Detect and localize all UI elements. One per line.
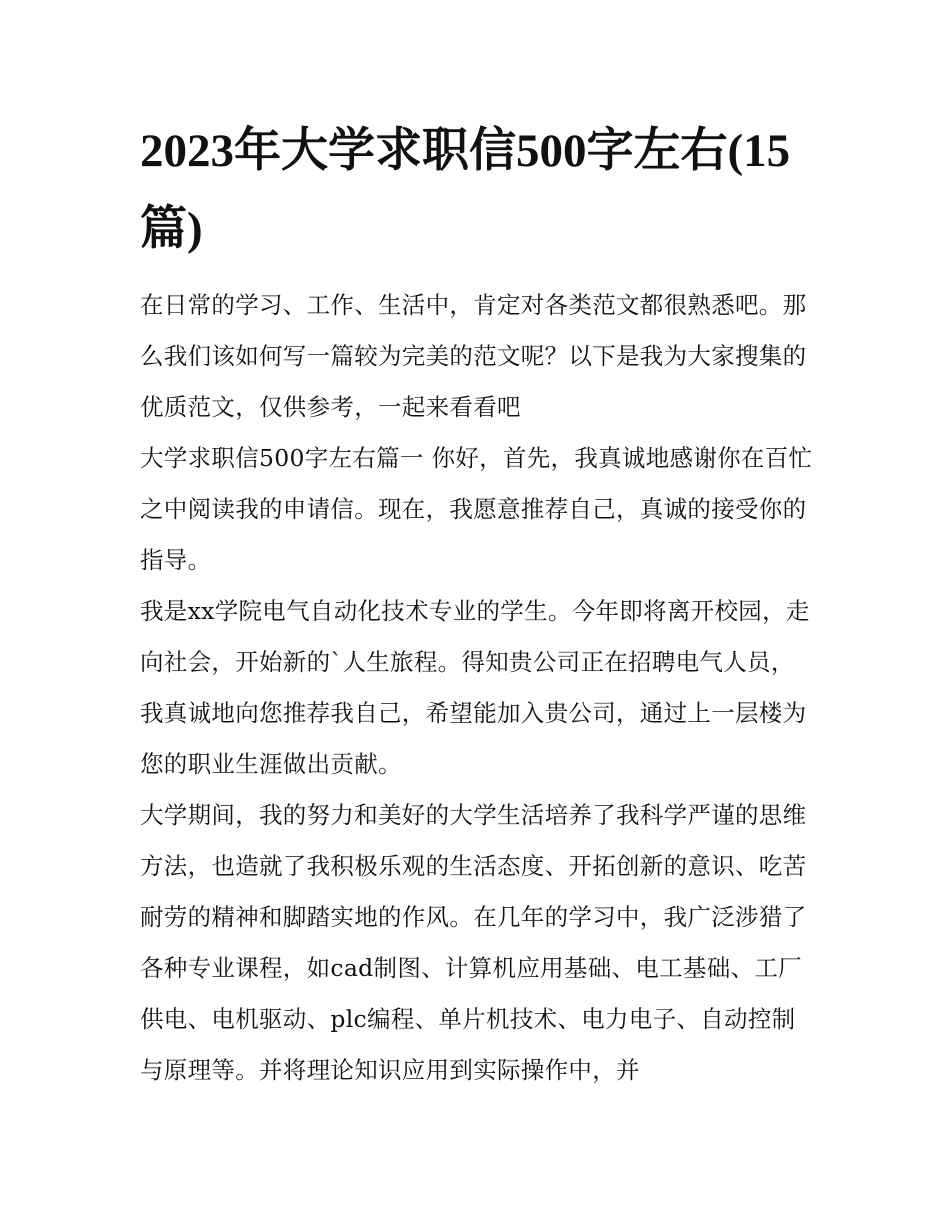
- document-title: 2023年大学求职信500字左右(15篇): [140, 125, 791, 255]
- document-page: [140, 112, 815, 1096]
- intro-paragraph: 在日常的学习、工作、生活中，肯定对各类范文都很熟悉吧。那么我们该如何写一篇较为完美的范文呢？以下是我为大家搜集的优质范文，仅供参考，一起来看看吧: [140, 291, 807, 421]
- university-study-paragraph: 大学期间，我的努力和美好的大学生活培养了我科学严谨的思维方法，也造就了我积极乐观的生活态度、开拓创新的意识、吃苦耐劳的精神和脚踏实地的作风。在几年的学习中，我广泛涉猎了各种专业课程，如cad制图、计算机应用基础、电工基础、工厂供电、电机驱动、plc编程、单片机技术、电力电子、自动控制与原理等。并将理论知识应用到实际操作中，并: [140, 801, 807, 1084]
- self-introduction-paragraph: 我是xx学院电气自动化技术专业的学生。今年即将离开校园，走向社会，开始新的`人生旅程。得知贵公司正在招聘电气人员，我真诚地向您推荐我自己，希望能加入贵公司，通过上一层楼为您的职业生涯做出贡献。: [140, 597, 810, 778]
- document-body: [140, 280, 815, 1096]
- greeting-paragraph: 大学求职信500字左右篇一 你好，首先，我真诚地感谢你在百忙之中阅读我的申请信。现在，我愿意推荐自己，真诚的接受你的指导。: [140, 444, 813, 574]
